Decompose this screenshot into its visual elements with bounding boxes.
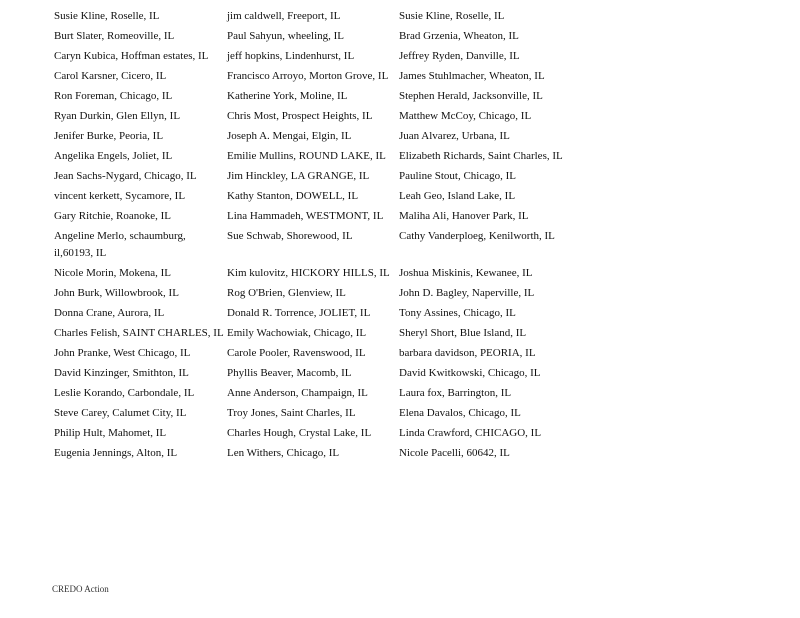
signer-cell: Jeffrey Ryden, Danville, IL (399, 50, 520, 62)
signer-cell: Sheryl Short, Blue Island, IL (399, 327, 527, 339)
signer-cell: Jean Sachs-Nygard, Chicago, IL (54, 170, 197, 182)
signer-cell: Jenifer Burke, Peoria, IL (54, 130, 164, 142)
signer-cell: James Stuhlmacher, Wheaton, IL (399, 70, 545, 82)
signer-cell: Chris Most, Prospect Heights, IL (227, 110, 373, 122)
table-row (54, 48, 574, 68)
table-row (54, 325, 574, 345)
signer-cell: Eugenia Jennings, Alton, IL (54, 447, 178, 459)
signer-cell: Susie Kline, Roselle, IL (54, 10, 160, 22)
signer-cell: David Kinzinger, Smithton, IL (54, 367, 189, 379)
signer-cell: Paul Sahyun, wheeling, IL (227, 30, 345, 42)
table-row (54, 365, 574, 385)
signer-cell: Ryan Durkin, Glen Ellyn, IL (54, 110, 181, 122)
signer-cell: Brad Grzenia, Wheaton, IL (399, 30, 519, 42)
signer-cell: Ron Foreman, Chicago, IL (54, 90, 173, 102)
table-row (54, 405, 574, 425)
signer-cell: Rog O'Brien, Glenview, IL (227, 287, 346, 299)
table-row (54, 285, 574, 305)
signer-cell: Pauline Stout, Chicago, IL (399, 170, 517, 182)
signer-cell: Nicole Morin, Mokena, IL (54, 267, 171, 279)
table-row (54, 108, 574, 128)
signer-cell: Steve Carey, Calumet City, IL (54, 407, 187, 419)
table-row (54, 168, 574, 188)
table-row (54, 265, 574, 285)
table-row (54, 425, 574, 445)
signer-cell: David Kwitkowski, Chicago, IL (399, 367, 541, 379)
signer-cell: barbara davidson, PEORIA, IL (399, 347, 536, 359)
signers-table (54, 8, 574, 465)
signer-cell: John Burk, Willowbrook, IL (54, 287, 179, 299)
signer-cell: Gary Ritchie, Roanoke, IL (54, 210, 171, 222)
signer-cell: Angeline Merlo, schaumburg, il,60193, IL (54, 230, 186, 259)
signer-cell: jeff hopkins, Lindenhurst, IL (227, 50, 355, 62)
signer-cell: Jim Hinckley, LA GRANGE, IL (227, 170, 370, 182)
signer-cell: Carol Karsner, Cicero, IL (54, 70, 167, 82)
signer-cell: Susie Kline, Roselle, IL (399, 10, 505, 22)
table-row (54, 68, 574, 88)
signer-cell: Sue Schwab, Shorewood, IL (227, 230, 353, 242)
table-row (54, 445, 574, 465)
table-row (54, 228, 574, 265)
signer-cell: Anne Anderson, Champaign, IL (227, 387, 368, 399)
footer-credo-action: CREDO Action (52, 584, 109, 594)
signer-cell: Laura fox, Barrington, IL (399, 387, 512, 399)
signer-cell: Lina Hammadeh, WESTMONT, IL (227, 210, 384, 222)
table-row (54, 128, 574, 148)
signer-cell: Stephen Herald, Jacksonville, IL (399, 90, 543, 102)
signer-cell: Len Withers, Chicago, IL (227, 447, 340, 459)
table-row (54, 385, 574, 405)
signer-cell: Elizabeth Richards, Saint Charles, IL (399, 150, 563, 162)
signer-cell: Nicole Pacelli, 60642, IL (399, 447, 510, 459)
signer-cell: Caryn Kubica, Hoffman estates, IL (54, 50, 209, 62)
signer-cell: Leslie Korando, Carbondale, IL (54, 387, 195, 399)
table-row (54, 208, 574, 228)
signer-cell: Linda Crawford, CHICAGO, IL (399, 427, 542, 439)
signer-cell: Kathy Stanton, DOWELL, IL (227, 190, 359, 202)
signer-cell: Kim kulovitz, HICKORY HILLS, IL (227, 267, 390, 279)
signer-cell: John D. Bagley, Naperville, IL (399, 287, 535, 299)
signer-cell: Francisco Arroyo, Morton Grove, IL (227, 70, 389, 82)
signer-cell: Troy Jones, Saint Charles, IL (227, 407, 356, 419)
signer-cell: Leah Geo, Island Lake, IL (399, 190, 516, 202)
signer-cell: Joseph A. Mengai, Elgin, IL (227, 130, 352, 142)
signer-cell: Maliha Ali, Hanover Park, IL (399, 210, 529, 222)
signer-cell: Katherine York, Moline, IL (227, 90, 348, 102)
signer-cell: Burt Slater, Romeoville, IL (54, 30, 175, 42)
signer-cell: Cathy Vanderploeg, Kenilworth, IL (399, 230, 555, 242)
signer-cell: Charles Felish, SAINT CHARLES, IL (54, 327, 224, 339)
signer-cell: Donald R. Torrence, JOLIET, IL (227, 307, 371, 319)
signer-cell: Charles Hough, Crystal Lake, IL (227, 427, 372, 439)
signer-cell: Matthew McCoy, Chicago, IL (399, 110, 532, 122)
signer-cell: vincent kerkett, Sycamore, IL (54, 190, 186, 202)
signer-cell: Tony Assines, Chicago, IL (399, 307, 516, 319)
table-row (54, 345, 574, 365)
signer-cell: jim caldwell, Freeport, IL (227, 10, 341, 22)
signer-cell: Emilie Mullins, ROUND LAKE, IL (227, 150, 386, 162)
signer-cell: Donna Crane, Aurora, IL (54, 307, 165, 319)
signer-cell: Elena Davalos, Chicago, IL (399, 407, 521, 419)
signer-cell: Angelika Engels, Joliet, IL (54, 150, 173, 162)
signer-cell: Phyllis Beaver, Macomb, IL (227, 367, 352, 379)
signer-cell: John Pranke, West Chicago, IL (54, 347, 191, 359)
table-row (54, 28, 574, 48)
signer-cell: Emily Wachowiak, Chicago, IL (227, 327, 367, 339)
table-row (54, 148, 574, 168)
table-row (54, 88, 574, 108)
signer-cell: Juan Alvarez, Urbana, IL (399, 130, 510, 142)
signer-cell: Philip Hult, Mahomet, IL (54, 427, 167, 439)
signers-table-body (54, 8, 574, 465)
table-row (54, 188, 574, 208)
signer-cell: Carole Pooler, Ravenswood, IL (227, 347, 366, 359)
table-row (54, 8, 574, 28)
table-row (54, 305, 574, 325)
signer-cell: Joshua Miskinis, Kewanee, IL (399, 267, 533, 279)
